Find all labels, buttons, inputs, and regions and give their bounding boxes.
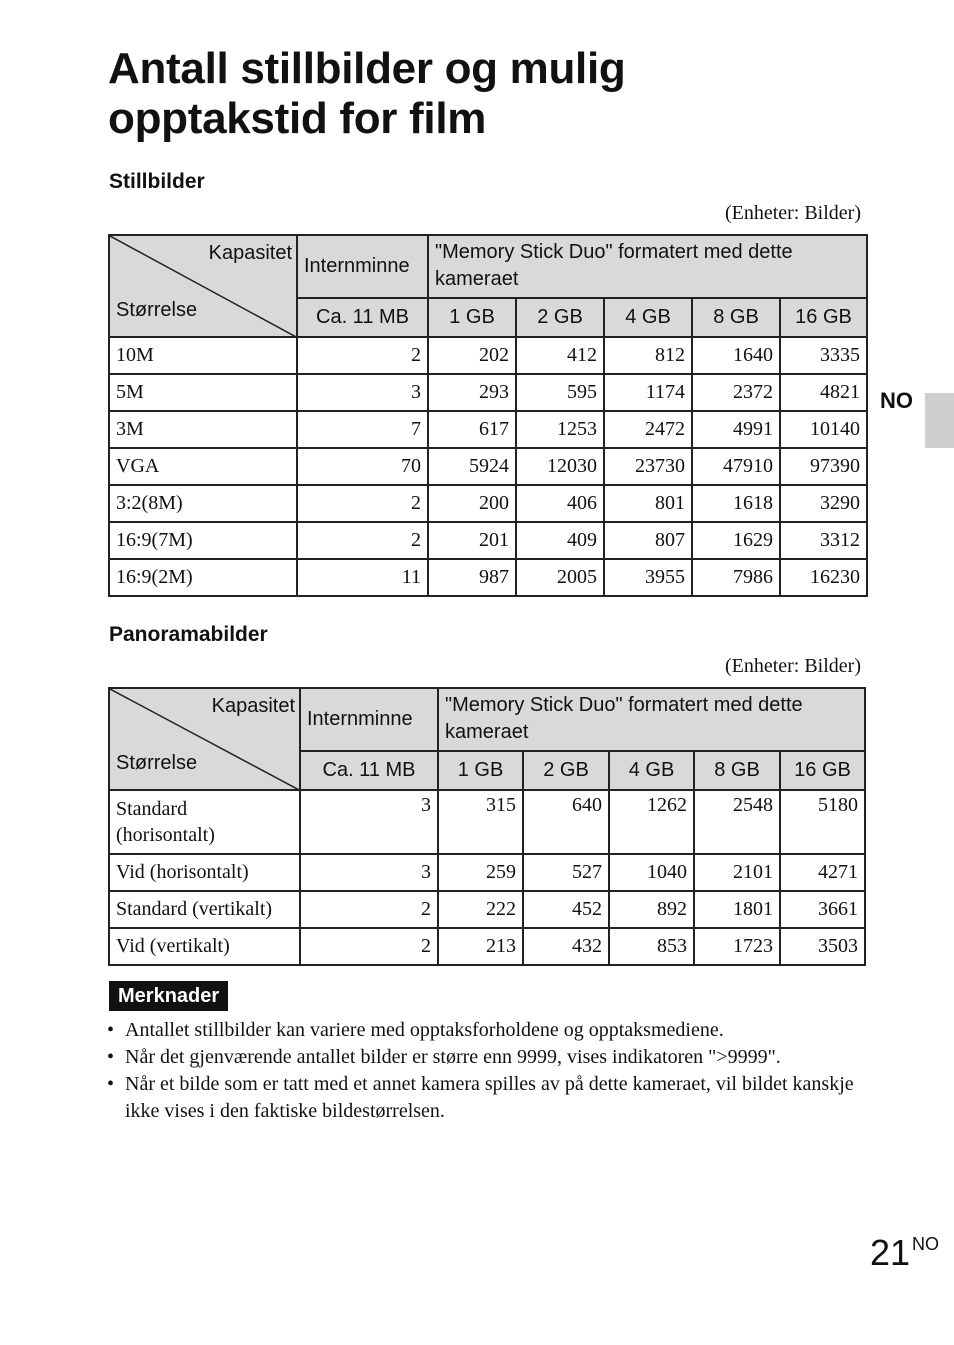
value-cell: 1640 xyxy=(692,337,780,374)
stillbilder-table xyxy=(108,234,868,597)
value-cell: 432 xyxy=(523,928,609,965)
value-cell: 5180 xyxy=(780,790,865,854)
value-cell: 2 xyxy=(297,485,428,522)
size-cell: 16:9(2M) xyxy=(109,559,297,596)
panorama-table xyxy=(108,687,866,966)
value-cell: 1040 xyxy=(609,854,694,891)
value-cell: 617 xyxy=(428,411,516,448)
value-cell: 1618 xyxy=(692,485,780,522)
value-cell: 1723 xyxy=(694,928,780,965)
side-index-tab xyxy=(925,393,954,448)
table-row xyxy=(109,891,865,928)
value-cell: 2548 xyxy=(694,790,780,854)
page-title-line2: opptakstid for film xyxy=(108,94,487,143)
page-number xyxy=(870,1232,939,1274)
value-cell: 595 xyxy=(516,374,604,411)
value-cell: 892 xyxy=(609,891,694,928)
value-cell: 23730 xyxy=(604,448,692,485)
value-cell: 3503 xyxy=(780,928,865,965)
value-cell: 3335 xyxy=(780,337,867,374)
value-cell: 2372 xyxy=(692,374,780,411)
internal-memory-header: Internminne xyxy=(300,688,438,751)
value-cell: 2472 xyxy=(604,411,692,448)
size-cell: 3:2(8M) xyxy=(109,485,297,522)
value-cell: 200 xyxy=(428,485,516,522)
panorama-units: (Enheter: Bilder) xyxy=(724,655,861,677)
page-title xyxy=(108,44,868,144)
size-cell: 16:9(7M) xyxy=(109,522,297,559)
value-cell: 4991 xyxy=(692,411,780,448)
capacity-header: 4 GB xyxy=(604,298,692,337)
value-cell: 640 xyxy=(523,790,609,854)
value-cell: 4271 xyxy=(780,854,865,891)
capacity-header: Ca. 11 MB xyxy=(300,751,438,790)
page-number-suffix: NO xyxy=(912,1234,940,1254)
value-cell: 2101 xyxy=(694,854,780,891)
value-cell: 452 xyxy=(523,891,609,928)
value-cell: 807 xyxy=(604,522,692,559)
panorama-heading: Panoramabilder xyxy=(109,623,268,646)
panorama-corner-cell xyxy=(109,688,300,790)
list-item: • Når det gjenværende antallet bilder er større enn 9999, vises indikatoren ">9999". xyxy=(105,1044,875,1071)
value-cell: 3 xyxy=(297,374,428,411)
size-cell: 10M xyxy=(109,337,297,374)
notes-badge: Merknader xyxy=(109,981,228,1011)
value-cell: 47910 xyxy=(692,448,780,485)
value-cell: 3 xyxy=(300,854,438,891)
value-cell: 812 xyxy=(604,337,692,374)
value-cell: 1629 xyxy=(692,522,780,559)
memory-stick-header: "Memory Stick Duo" formatert med dette kameraet xyxy=(438,688,865,751)
capacity-header: 16 GB xyxy=(780,751,865,790)
size-cell: 3M xyxy=(109,411,297,448)
table-row xyxy=(109,374,867,411)
capacity-header: Ca. 11 MB xyxy=(297,298,428,337)
capacity-header: 2 GB xyxy=(523,751,609,790)
size-cell-line1: Standard xyxy=(116,798,188,820)
capacity-header: 4 GB xyxy=(609,751,694,790)
internal-memory-header: Internminne xyxy=(297,235,428,298)
value-cell: 406 xyxy=(516,485,604,522)
capacity-header: 1 GB xyxy=(428,298,516,337)
value-cell: 315 xyxy=(438,790,523,854)
capacity-header: 2 GB xyxy=(516,298,604,337)
page-number-value: 21 xyxy=(870,1232,911,1273)
capacity-header: 16 GB xyxy=(780,298,867,337)
value-cell: 412 xyxy=(516,337,604,374)
page-title-line1: Antall stillbilder og mulig xyxy=(108,44,626,93)
value-cell: 16230 xyxy=(780,559,867,596)
table-row xyxy=(109,411,867,448)
value-cell: 97390 xyxy=(780,448,867,485)
table-row xyxy=(109,448,867,485)
value-cell: 222 xyxy=(438,891,523,928)
notes-list xyxy=(105,1017,875,1125)
stillbilder-corner-cell xyxy=(109,235,297,337)
value-cell: 527 xyxy=(523,854,609,891)
value-cell: 201 xyxy=(428,522,516,559)
value-cell: 3955 xyxy=(604,559,692,596)
value-cell: 3 xyxy=(300,790,438,854)
value-cell: 409 xyxy=(516,522,604,559)
value-cell: 4821 xyxy=(780,374,867,411)
value-cell: 2005 xyxy=(516,559,604,596)
table-row xyxy=(109,485,867,522)
value-cell: 10140 xyxy=(780,411,867,448)
capacity-header: 8 GB xyxy=(692,298,780,337)
value-cell: 2 xyxy=(300,891,438,928)
stillbilder-units: (Enheter: Bilder) xyxy=(724,202,861,224)
capacity-header: 1 GB xyxy=(438,751,523,790)
value-cell: 1253 xyxy=(516,411,604,448)
value-cell: 1262 xyxy=(609,790,694,854)
size-cell: Vid (horisontalt) xyxy=(109,854,300,891)
capacity-header: 8 GB xyxy=(694,751,780,790)
memory-stick-header: "Memory Stick Duo" formatert med dette kameraet xyxy=(428,235,867,298)
value-cell: 1801 xyxy=(694,891,780,928)
size-cell: Standard (vertikalt) xyxy=(109,891,300,928)
list-item: • Antallet stillbilder kan variere med opptaksforholdene og opptaksmediene. xyxy=(105,1017,875,1044)
value-cell: 801 xyxy=(604,485,692,522)
table-row xyxy=(109,337,867,374)
value-cell: 3661 xyxy=(780,891,865,928)
value-cell: 3312 xyxy=(780,522,867,559)
value-cell: 202 xyxy=(428,337,516,374)
size-cell: Vid (vertikalt) xyxy=(109,928,300,965)
language-label: NO xyxy=(880,388,913,413)
value-cell: 7 xyxy=(297,411,428,448)
value-cell: 213 xyxy=(438,928,523,965)
value-cell: 987 xyxy=(428,559,516,596)
value-cell: 70 xyxy=(297,448,428,485)
table-row xyxy=(109,522,867,559)
size-cell: 5M xyxy=(109,374,297,411)
value-cell: 3290 xyxy=(780,485,867,522)
corner-size-label: Størrelse xyxy=(116,752,198,774)
table-row xyxy=(109,790,865,854)
value-cell: 11 xyxy=(297,559,428,596)
corner-size-label: Størrelse xyxy=(116,299,198,321)
value-cell: 259 xyxy=(438,854,523,891)
table-row xyxy=(109,854,865,891)
value-cell: 7986 xyxy=(692,559,780,596)
value-cell: 1174 xyxy=(604,374,692,411)
value-cell: 2 xyxy=(297,522,428,559)
list-item: • Når et bilde som er tatt med et annet kamera spilles av på dette kameraet, vil bildet kanskje ikke vises i den faktiske bildestørrelsen. xyxy=(105,1071,875,1125)
value-cell: 12030 xyxy=(516,448,604,485)
value-cell: 5924 xyxy=(428,448,516,485)
table-row xyxy=(109,559,867,596)
value-cell: 2 xyxy=(300,928,438,965)
stillbilder-heading: Stillbilder xyxy=(109,170,205,193)
size-cell: VGA xyxy=(109,448,297,485)
size-cell-line2: (horisontalt) xyxy=(116,824,215,846)
corner-capacity-label: Kapasitet xyxy=(208,242,292,264)
value-cell: 293 xyxy=(428,374,516,411)
corner-capacity-label: Kapasitet xyxy=(211,695,295,717)
value-cell: 2 xyxy=(297,337,428,374)
value-cell: 853 xyxy=(609,928,694,965)
size-cell xyxy=(109,790,300,854)
table-row xyxy=(109,928,865,965)
